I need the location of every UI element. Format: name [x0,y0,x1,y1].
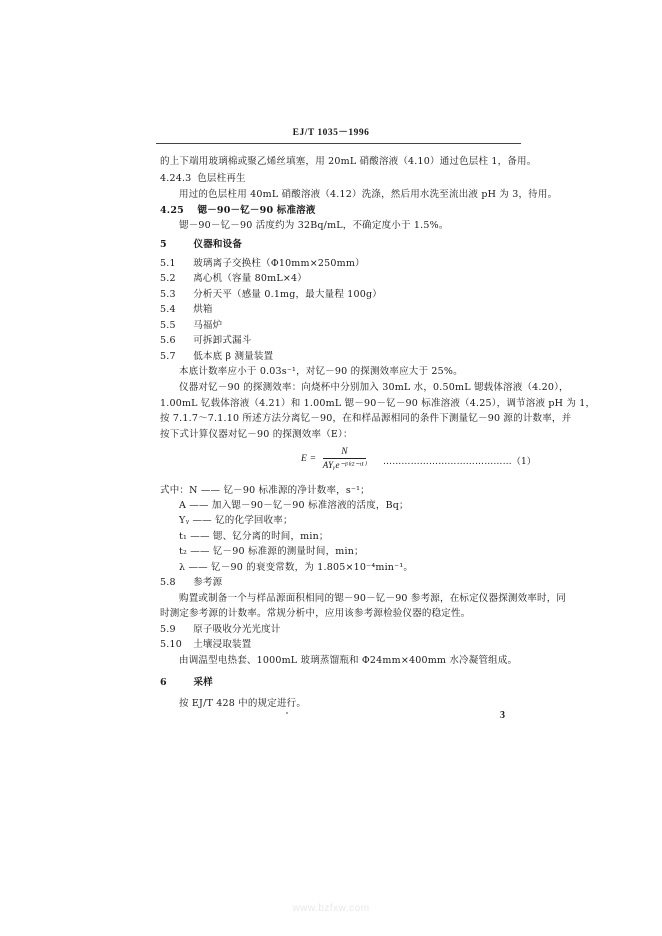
subsection-title: 色层柱再生 [197,173,246,184]
section-number: 6 [160,677,167,688]
item-number: 5.10 [160,639,182,650]
list-item [160,351,273,363]
subsection-heading [160,205,316,217]
item-text: 可拆卸式漏斗 [193,335,252,346]
item-number: 5.9 [160,624,176,635]
body-line: 按 7.1.7～7.1.10 所述方法分离钇－90，在和样品源相同的条件下测量钇－90 源的计数率，并 [160,413,572,424]
section-title: 仪器和设备 [193,239,243,250]
item-number: 5.4 [160,304,176,315]
list-item [160,289,382,301]
formula-numerator: N [323,447,367,459]
page-number: 3 [500,710,506,721]
formula-denominator: AYᵧe⁻ᵝ⁽ᵗ²⁻ᵗ¹⁾ [322,460,367,470]
body-line: 按 EJ/T 428 中的规定进行。 [179,698,307,709]
item-number: 5.8 [160,577,176,588]
body-line: 的上下端用玻璃棉或聚乙烯丝填塞，用 20mL 硝酸溶液（4.10）通过色层柱 1，备用。 [160,156,537,167]
item-number: 5.5 [160,320,176,331]
where-line: λ —— 钇－90 的衰变常数，为 1.805×10⁻⁴min⁻¹。 [179,562,414,573]
subsection-title: 锶－90－钇－90 标准溶液 [197,205,316,216]
list-item [160,624,281,636]
body-line: 按下式计算仪器对钇－90 的探测效率（E）： [160,429,353,440]
body-line: 由调温型电热套、1000mL 玻璃蒸馏瓶和 Φ24mm×400mm 水冷凝管组成。 [179,655,518,666]
item-text: 参考源 [193,577,223,588]
section-title: 采样 [193,677,213,688]
item-text: 玻璃离子交换柱（Φ10mm×250mm） [193,258,365,269]
list-item [160,320,222,332]
subsection-number: 4.24.3 [160,173,192,184]
item-number: 5.6 [160,335,176,346]
where-line: t₁ —— 锶、钇分离的时间，min； [179,531,329,542]
where-line: Yᵧ —— 钇的化学回收率； [179,515,293,526]
body-line: 购置或制备一个与样品源面积相同的锶－90－钇－90 参考源，在标定仪器探测效率时，同 [179,593,567,604]
header-rule [156,143,521,144]
where-line: A —— 加入锶－90－钇－90 标准溶液的活度，Bq； [179,500,409,511]
formula-fraction [323,447,367,471]
item-text: 原子吸收分光光度计 [193,624,281,635]
section-heading [160,677,213,689]
list-item [160,273,307,285]
body-line: 本底计数率应小于 0.03s⁻¹，对钇－90 的探测效率应大于 25%。 [179,366,463,377]
body-line: 1.00mL 钇载体溶液（4.21）和 1.00mL 锶－90－钇－90 标准溶液（4.25），调节溶液 pH 为 1， [160,398,596,409]
body-line: 时测定参考源的计数率。常规分析中，应用该参考源检验仪器的稳定性。 [160,608,471,619]
item-text: 低本底 β 测量装置 [193,351,274,362]
where-line: 式中：N —— 钇－90 标准源的净计数率，s⁻¹； [160,485,370,496]
list-item [160,335,251,347]
list-item [160,258,365,270]
item-text: 马福炉 [193,320,223,331]
document-header: EJ/T 1035－1996 [292,128,370,138]
body-line: 锶－90－钇－90 活度约为 32Bq/mL，不确定度小于 1.5%。 [179,220,449,231]
subsection-number: 4.25 [160,205,184,216]
where-line: t₂ —— 钇－90 标准源的测量时间，min； [179,546,364,557]
item-number: 5.3 [160,289,176,300]
watermark: www.bzfxw.com [292,903,370,914]
subsection-heading [160,173,246,185]
list-item [160,639,251,651]
item-number: 5.2 [160,273,176,284]
list-item [160,304,213,316]
section-number: 5 [160,239,167,250]
formula-number: ……………………………………（1） [383,457,537,467]
item-text: 离心机（容量 80mL×4） [193,273,307,284]
efficiency-formula [301,447,366,471]
body-line: 用过的色层柱用 40mL 硝酸溶液（4.12）洗涤，然后用水洗至流出液 pH 为 3，待用。 [179,189,558,200]
item-text: 土壤浸取装置 [193,639,252,650]
scan-speck [286,712,288,714]
item-number: 5.7 [160,351,176,362]
section-heading [160,239,242,251]
item-text: 分析天平（感量 0.1mg，最大量程 100g） [193,289,382,300]
body-line: 仪器对钇－90 的探测效率：向烧杯中分别加入 30mL 水，0.50mL 锶载体溶液（4.20）， [179,382,569,393]
item-text: 烘箱 [193,304,213,315]
list-item [160,577,222,589]
formula-lhs: E = [301,454,317,465]
item-number: 5.1 [160,258,176,269]
